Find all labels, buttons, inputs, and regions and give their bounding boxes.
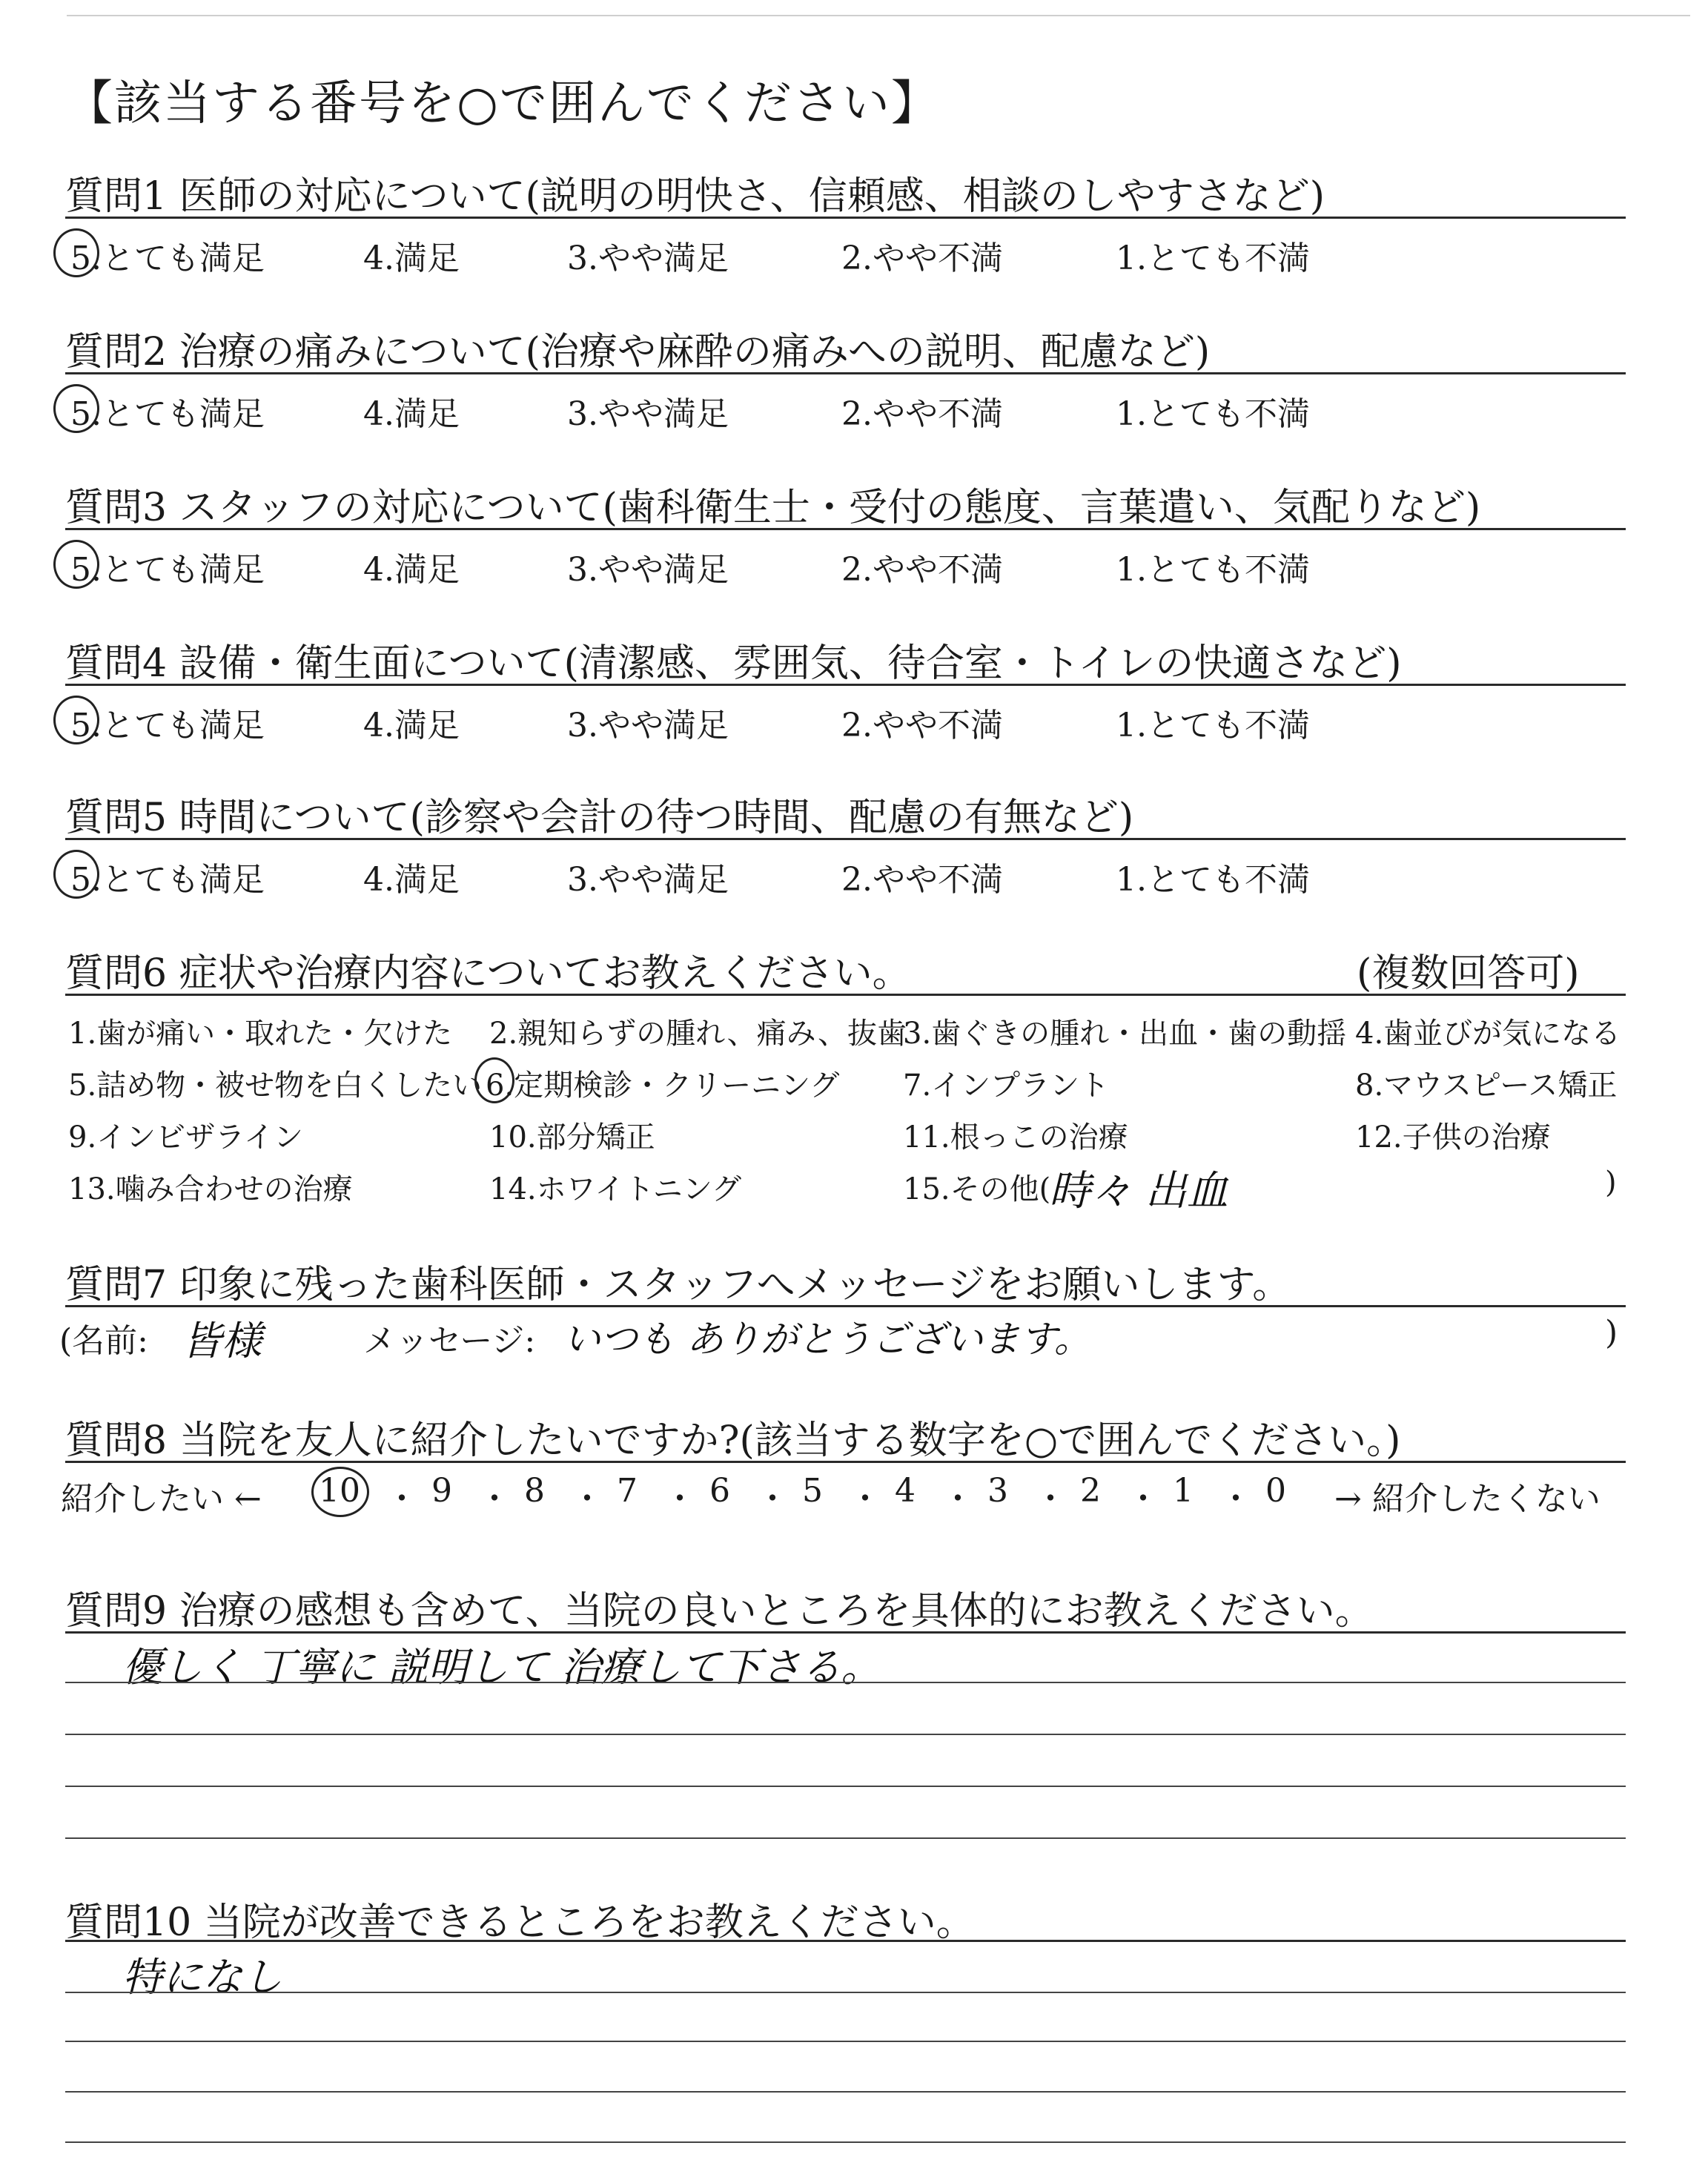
q8-scale-10[interactable]: 10: [319, 1472, 360, 1510]
q6-other-close: ): [1605, 1166, 1617, 1200]
q6-other-handwritten: 時々 出血: [1049, 1167, 1228, 1215]
q6-option-13[interactable]: 13.噛み合わせの治療: [68, 1172, 353, 1206]
q6-option-10[interactable]: 10.部分矯正: [489, 1120, 655, 1155]
q3-option-1[interactable]: 1.とても不満: [1116, 551, 1310, 589]
question-6-title: 質問6 症状や治療内容についてお教えください。: [65, 951, 911, 996]
q8-left-label: 紹介したい ←: [61, 1480, 262, 1518]
q5-option-1[interactable]: 1.とても不満: [1116, 861, 1310, 899]
q6-option-14[interactable]: 14.ホワイトニング: [489, 1172, 742, 1206]
q1-option-4[interactable]: 4.満足: [363, 240, 460, 277]
q8-scale-9[interactable]: 9: [431, 1472, 452, 1510]
q1-option-5[interactable]: 5.とても満足: [70, 240, 265, 277]
q8-separator: ・: [478, 1480, 511, 1518]
q8-separator: ・: [941, 1480, 974, 1518]
q1-option-3[interactable]: 3.やや満足: [567, 240, 729, 277]
answer-line: [65, 1734, 1626, 1735]
q9-answer-handwritten: 優しく 丁寧に 説明して 治療して下さる。: [122, 1644, 881, 1691]
scan-edge-line: [67, 15, 1690, 16]
answer-line: [65, 1786, 1626, 1787]
question-9-rule: [65, 1631, 1626, 1634]
q5-option-4[interactable]: 4.満足: [363, 861, 460, 899]
answer-line: [65, 1682, 1626, 1683]
q2-option-4[interactable]: 4.満足: [363, 395, 460, 433]
q8-separator: ・: [849, 1480, 881, 1518]
question-5-rule: [65, 838, 1626, 840]
question-1-title: 質問1 医師の対応について(説明の明快さ、信頼感、相談のしやすさなど): [65, 174, 1325, 219]
q4-option-4[interactable]: 4.満足: [363, 707, 460, 744]
q6-option-7[interactable]: 7.インプラント: [903, 1069, 1110, 1103]
q8-scale-4[interactable]: 4: [895, 1472, 916, 1510]
q6-option-5[interactable]: 5.詰め物・被せ物を白くしたい: [68, 1069, 483, 1103]
page-header: 【該当する番号を○で囲んでください】: [65, 76, 940, 131]
question-9-title: 質問9 治療の感想も含めて、当院の良いところを具体的にお教えください。: [65, 1589, 1374, 1634]
q8-scale-8[interactable]: 8: [524, 1472, 545, 1510]
q3-option-4[interactable]: 4.満足: [363, 551, 460, 589]
q7-message-label: メッセージ:: [363, 1322, 536, 1360]
question-8-rule: [65, 1461, 1626, 1463]
q6-option-4[interactable]: 4.歯並びが気になる: [1355, 1017, 1621, 1051]
question-3-title: 質問3 スタッフの対応について(歯科衛生士・受付の態度、言葉遣い、気配りなど): [65, 486, 1481, 530]
question-10-title: 質問10 当院が改善できるところをお教えください。: [65, 1900, 975, 1945]
q3-option-3[interactable]: 3.やや満足: [567, 551, 729, 589]
q6-option-9[interactable]: 9.インビザライン: [68, 1120, 303, 1155]
answer-line: [65, 1837, 1626, 1839]
q8-scale-6[interactable]: 6: [709, 1472, 730, 1510]
q2-option-3[interactable]: 3.やや満足: [567, 395, 729, 433]
q8-scale-7[interactable]: 7: [617, 1472, 638, 1510]
q8-scale-3[interactable]: 3: [987, 1472, 1008, 1510]
question-2-title: 質問2 治療の痛みについて(治療や麻酔の痛みへの説明、配慮など): [65, 330, 1211, 374]
q8-scale-2[interactable]: 2: [1080, 1472, 1101, 1510]
q6-option-11[interactable]: 11.根っこの治療: [903, 1120, 1128, 1155]
q6-option-12[interactable]: 12.子供の治療: [1355, 1120, 1551, 1155]
answer-line: [65, 2141, 1626, 2143]
q3-option-2[interactable]: 2.やや不満: [841, 551, 1003, 589]
answer-line: [65, 2091, 1626, 2093]
q4-option-2[interactable]: 2.やや不満: [841, 707, 1003, 744]
q2-option-2[interactable]: 2.やや不満: [841, 395, 1003, 433]
q1-option-2[interactable]: 2.やや不満: [841, 240, 1003, 277]
question-10-rule: [65, 1940, 1626, 1942]
q5-option-2[interactable]: 2.やや不満: [841, 861, 1003, 899]
q6-option-6[interactable]: 6.定期検診・クリーニング: [486, 1069, 840, 1103]
q8-scale-5[interactable]: 5: [802, 1472, 823, 1510]
q8-separator: ・: [1127, 1480, 1159, 1518]
q8-separator: ・: [756, 1480, 789, 1518]
q5-option-3[interactable]: 3.やや満足: [567, 861, 729, 899]
q8-separator: ・: [571, 1480, 603, 1518]
q4-option-1[interactable]: 1.とても不満: [1116, 707, 1310, 744]
question-8-title: 質問8 当院を友人に紹介したいですか?(該当する数字を○で囲んでください。): [65, 1418, 1401, 1463]
q8-scale-1[interactable]: 1: [1173, 1472, 1194, 1510]
question-7-title: 質問7 印象に残った歯科医師・スタッフへメッセージをお願いします。: [65, 1263, 1291, 1307]
answer-line: [65, 1992, 1626, 1993]
q2-option-1[interactable]: 1.とても不満: [1116, 395, 1310, 433]
q7-name-handwritten: 皆様: [182, 1318, 262, 1364]
question-4-title: 質問4 設備・衛生面について(清潔感、雰囲気、待合室・トイレの快適さなど): [65, 641, 1402, 686]
q6-option-8[interactable]: 8.マウスピース矯正: [1355, 1069, 1618, 1103]
question-6-note: (複数回答可): [1357, 951, 1580, 996]
q6-option-3[interactable]: 3.歯ぐきの腫れ・出血・歯の動揺: [903, 1017, 1347, 1051]
q10-answer-handwritten: 特になし: [122, 1954, 282, 2001]
q6-option-2[interactable]: 2.親知らずの腫れ、痛み、抜歯: [489, 1017, 907, 1051]
q8-separator: ・: [385, 1480, 418, 1518]
question-6-rule: [65, 994, 1626, 996]
q3-option-5[interactable]: 5.とても満足: [70, 551, 265, 589]
q8-separator: ・: [1219, 1480, 1252, 1518]
q4-option-3[interactable]: 3.やや満足: [567, 707, 729, 744]
question-2-rule: [65, 372, 1626, 374]
question-3-rule: [65, 528, 1626, 530]
q4-option-5[interactable]: 5.とても満足: [70, 707, 265, 744]
q5-option-5[interactable]: 5.とても満足: [70, 861, 265, 899]
question-7-rule: [65, 1305, 1626, 1307]
q8-scale-0[interactable]: 0: [1265, 1472, 1286, 1510]
q8-separator: ・: [1034, 1480, 1067, 1518]
q6-option-1[interactable]: 1.歯が痛い・取れた・欠けた: [68, 1017, 453, 1051]
q7-message-handwritten: いつも ありがとうございます。: [563, 1318, 1091, 1361]
q6-option-15[interactable]: 15.その他(: [903, 1172, 1051, 1206]
question-4-rule: [65, 684, 1626, 686]
q1-option-1[interactable]: 1.とても不満: [1116, 240, 1310, 277]
q8-separator: ・: [663, 1480, 696, 1518]
question-1-rule: [65, 217, 1626, 219]
q8-right-label: → 紹介したくない: [1334, 1480, 1601, 1518]
answer-line: [65, 2041, 1626, 2042]
q7-name-label: (名前:: [59, 1322, 148, 1360]
question-5-title: 質問5 時間について(診察や会計の待つ時間、配慮の有無など): [65, 796, 1134, 840]
q7-close: ): [1605, 1314, 1618, 1352]
q2-option-5[interactable]: 5.とても満足: [70, 395, 265, 433]
